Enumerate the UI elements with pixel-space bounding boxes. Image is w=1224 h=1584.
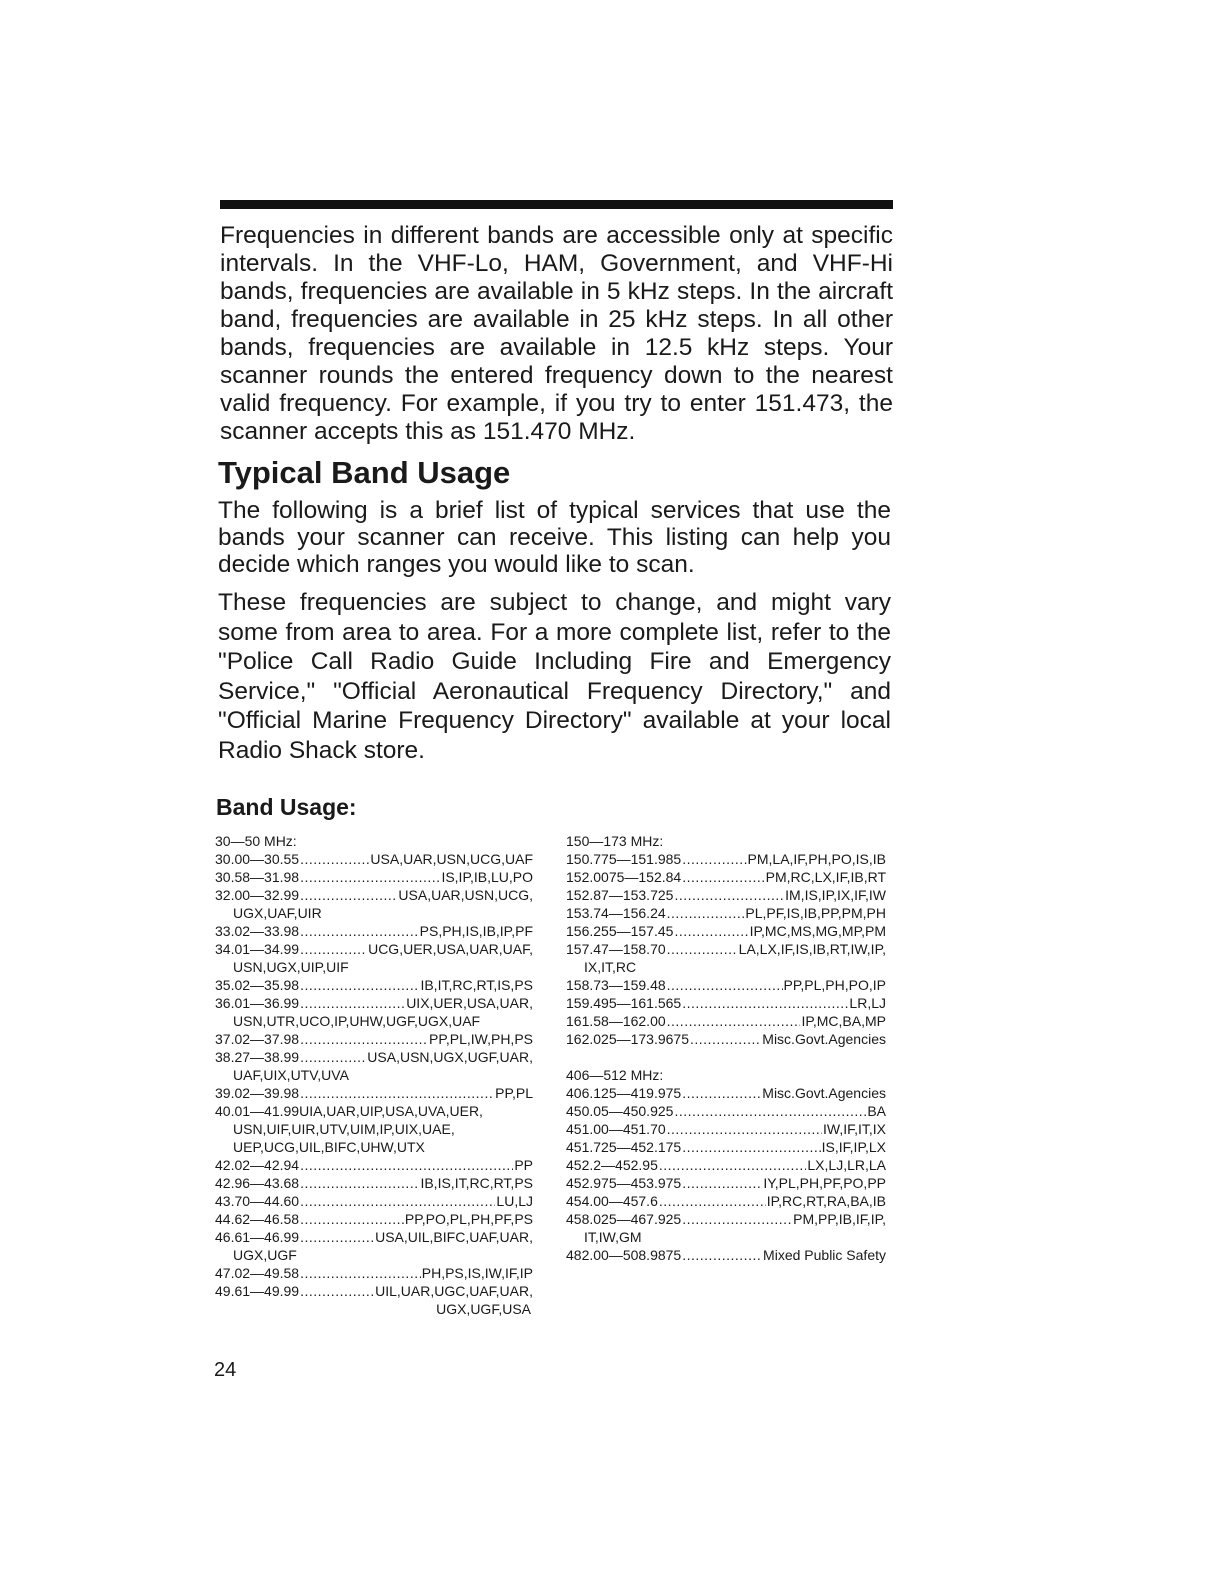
band-range: 35.02—35.98 <box>215 977 300 993</box>
band-services-continued: UGX,UGF,USA <box>436 1301 531 1317</box>
band-services-continued: UGX,UGF <box>233 1247 297 1263</box>
band-range: 30.58—31.98 <box>215 869 300 885</box>
band-services-continued: UGX,UAF,UIR <box>233 905 322 921</box>
band-services-continued: USN,UTR,UCO,IP,UHW,UGF,UGX,UAF <box>233 1013 481 1029</box>
band-services-continued: UEP,UCG,UIL,BIFC,UHW,UTX <box>233 1139 425 1155</box>
band-range: 152.87—153.725 <box>566 887 674 903</box>
band-services: Misc.Govt.Agencies <box>762 1031 886 1047</box>
band-entry <box>215 976 533 994</box>
band-entry <box>566 850 886 868</box>
band-services: USA,USN,UGX,UGF,UAR, <box>367 1049 533 1065</box>
band-entry <box>215 1192 533 1210</box>
page-number: 24 <box>214 1359 237 1381</box>
band-entry <box>566 904 886 922</box>
band-header: 150—173 MHz: <box>566 833 664 849</box>
band-services-continued: IX,IT,RC <box>584 959 637 975</box>
band-services: LU,LJ <box>496 1193 533 1209</box>
band-services-continued: UAF,UIX,UTV,UVA <box>233 1067 349 1083</box>
band-range: 158.73—159.48 <box>566 977 666 993</box>
band-range: 451.725—452.175 <box>566 1139 682 1155</box>
band-entry <box>566 1012 886 1030</box>
band-range: 153.74—156.24 <box>566 905 666 921</box>
band-range: 152.0075—152.84 <box>566 869 682 885</box>
band-header: 30—50 MHz: <box>215 833 297 849</box>
band-services: PP,PL,IW,PH,PS <box>428 1031 533 1047</box>
band-services: LX,LJ,LR,LA <box>807 1157 886 1173</box>
band-range: 157.47—158.70 <box>566 941 666 957</box>
band-entry <box>566 1030 886 1048</box>
band-services-continued: USN,UIF,UIR,UTV,UIM,IP,UIX,UAE, <box>233 1121 455 1137</box>
band-services: IP,RC,RT,RA,BA,IB <box>766 1193 886 1209</box>
band-entry <box>566 1102 886 1120</box>
band-entry <box>566 1210 886 1228</box>
band-range: 458.025—467.925 <box>566 1211 682 1227</box>
band-services: LA,LX,IF,IS,IB,RT,IW,IP, <box>738 941 886 957</box>
top-rule <box>220 200 893 209</box>
band-services: USA,UAR,USN,UCG, <box>398 887 533 903</box>
paragraph-services: The following is a brief list of typical services that use the bands your scanner can receive. This listing can help you decide which ranges you would like to scan. <box>218 497 891 578</box>
band-services: PP,PL <box>495 1085 533 1101</box>
band-services: IM,IS,IP,IX,IF,IW <box>785 887 886 903</box>
band-services: PP,PL,PH,PO,IP <box>783 977 886 993</box>
band-services: PH,PS,IS,IW,IF,IP <box>421 1265 533 1281</box>
band-range: 454.00—457.6 <box>566 1193 658 1209</box>
band-entry <box>566 1138 886 1156</box>
band-services: USA,UAR,USN,UCG,UAF <box>370 851 533 867</box>
band-entry <box>566 1084 886 1102</box>
band-range: 156.255—157.45 <box>566 923 674 939</box>
band-list-left <box>215 832 533 1318</box>
band-entry <box>215 1264 533 1282</box>
band-range: 161.58—162.00 <box>566 1013 666 1029</box>
band-range: 150.775—151.985 <box>566 851 682 867</box>
band-services: PL,PF,IS,IB,PP,PM,PH <box>745 905 886 921</box>
section-title: Typical Band Usage <box>218 455 511 490</box>
band-services: IB,IT,RC,RT,IS,PS <box>420 977 533 993</box>
band-range: 36.01—36.99 <box>215 995 300 1011</box>
band-entry <box>566 1192 886 1210</box>
band-entry <box>566 886 886 904</box>
band-entry <box>215 940 533 958</box>
band-range: 38.27—38.99 <box>215 1049 300 1065</box>
band-range: 30.00—30.55 <box>215 851 300 867</box>
band-entry <box>215 1174 533 1192</box>
band-services: BA <box>867 1103 886 1119</box>
band-services: IP,MC,MS,MG,MP,PM <box>749 923 886 939</box>
band-services: IY,PL,PH,PF,PO,PP <box>763 1175 886 1191</box>
band-services: UIL,UAR,UGC,UAF,UAR, <box>375 1283 533 1299</box>
band-range: 44.62—46.58 <box>215 1211 300 1227</box>
band-services: Misc.Govt.Agencies <box>762 1085 886 1101</box>
paragraph-references: These frequencies are subject to change, and might vary some from area to area. For a more complete list, refer to the "Police Call Radio Guide Including Fire and Emergency Service," "Official Aeronautical Frequency Directory," and "Official Marine Frequency Directory" available at your local Radio Shack store. <box>218 589 891 764</box>
band-range: 159.495—161.565 <box>566 995 682 1011</box>
band-range: 451.00—451.70 <box>566 1121 666 1137</box>
band-services: IS,IP,IB,LU,PO <box>441 869 533 885</box>
band-services: PP,PO,PL,PH,PF,PS <box>404 1211 533 1227</box>
band-entry <box>215 1030 533 1048</box>
band-entry <box>215 1156 533 1174</box>
band-entry <box>215 850 533 868</box>
band-range: 33.02—33.98 <box>215 923 300 939</box>
band-entry <box>215 1210 533 1228</box>
band-services: UCG,UER,USA,UAR,UAF, <box>368 941 533 957</box>
band-entry <box>215 886 533 904</box>
band-services: IP,MC,BA,MP <box>801 1013 886 1029</box>
band-range: 406.125—419.975 <box>566 1085 682 1101</box>
band-range: 49.61—49.99 <box>215 1283 300 1299</box>
band-services: PM,RC,LX,IF,IB,RT <box>765 869 886 885</box>
band-services-continued: IT,IW,GM <box>584 1229 642 1245</box>
band-range: 482.00—508.9875 <box>566 1247 682 1263</box>
band-list-right <box>566 832 886 1264</box>
band-entry <box>566 1156 886 1174</box>
band-entry <box>566 868 886 886</box>
band-services: UIX,UER,USA,UAR, <box>406 995 533 1011</box>
band-range: 46.61—46.99 <box>215 1229 300 1245</box>
band-services: IB,IS,IT,RC,RT,PS <box>420 1175 533 1191</box>
band-entry <box>566 976 886 994</box>
band-range: 47.02—49.58 <box>215 1265 300 1281</box>
band-range: 39.02—39.98 <box>215 1085 300 1101</box>
band-range: 43.70—44.60 <box>215 1193 300 1209</box>
band-services: PM,LA,IF,PH,PO,IS,IB <box>747 851 886 867</box>
band-range: 450.05—450.925 <box>566 1103 674 1119</box>
band-services: IS,IF,IP,LX <box>821 1139 886 1155</box>
band-entry <box>215 1102 533 1120</box>
band-services: PM,PP,IB,IF,IP, <box>793 1211 886 1227</box>
band-entry <box>566 1120 886 1138</box>
band-entry <box>215 1282 533 1300</box>
band-range: 32.00—32.99 <box>215 887 300 903</box>
band-entry <box>215 1048 533 1066</box>
band-entry <box>215 868 533 886</box>
band-entry <box>566 994 886 1012</box>
band-services: UIA,UAR,UIP,USA,UVA,UER, <box>299 1103 483 1119</box>
intro-paragraph: Frequencies in different bands are accessible only at specific intervals. In the VHF-Lo, HAM, Government, and VHF-Hi bands, frequencies are available in 5 kHz steps. In the aircraft band, frequencies are available in 25 kHz steps. In all other bands, frequencies are available in 12.5 kHz steps. Your scanner rounds the entered frequency down to the nearest valid frequency. For example, if you try to enter 151.473, the scanner accepts this as 151.470 MHz. <box>220 222 893 445</box>
band-services-continued: USN,UGX,UIP,UIF <box>233 959 349 975</box>
band-range: 452.2—452.95 <box>566 1157 658 1173</box>
band-range: 42.96—43.68 <box>215 1175 300 1191</box>
band-range: 40.01—41.99 <box>215 1103 300 1119</box>
band-range: 37.02—37.98 <box>215 1031 300 1047</box>
band-entry <box>566 940 886 958</box>
band-range: 34.01—34.99 <box>215 941 300 957</box>
band-services: LR,LJ <box>849 995 886 1011</box>
band-range: 42.02—42.94 <box>215 1157 300 1173</box>
band-entry <box>566 1174 886 1192</box>
band-range: 452.975—453.975 <box>566 1175 682 1191</box>
band-services: Mixed Public Safety <box>763 1247 886 1263</box>
band-services: USA,UIL,BIFC,UAF,UAR, <box>375 1229 533 1245</box>
band-usage-title: Band Usage: <box>216 794 357 820</box>
band-entry <box>215 994 533 1012</box>
band-services: PS,PH,IS,IB,IP,PF <box>419 923 533 939</box>
band-entry <box>566 1246 886 1264</box>
band-header: 406—512 MHz: <box>566 1067 664 1083</box>
band-range: 162.025—173.9675 <box>566 1031 689 1047</box>
band-entry <box>566 922 886 940</box>
band-entry <box>215 1228 533 1246</box>
band-services: PP <box>514 1157 533 1173</box>
band-entry <box>215 922 533 940</box>
band-entry <box>215 1084 533 1102</box>
band-services: IW,IF,IT,IX <box>822 1121 886 1137</box>
